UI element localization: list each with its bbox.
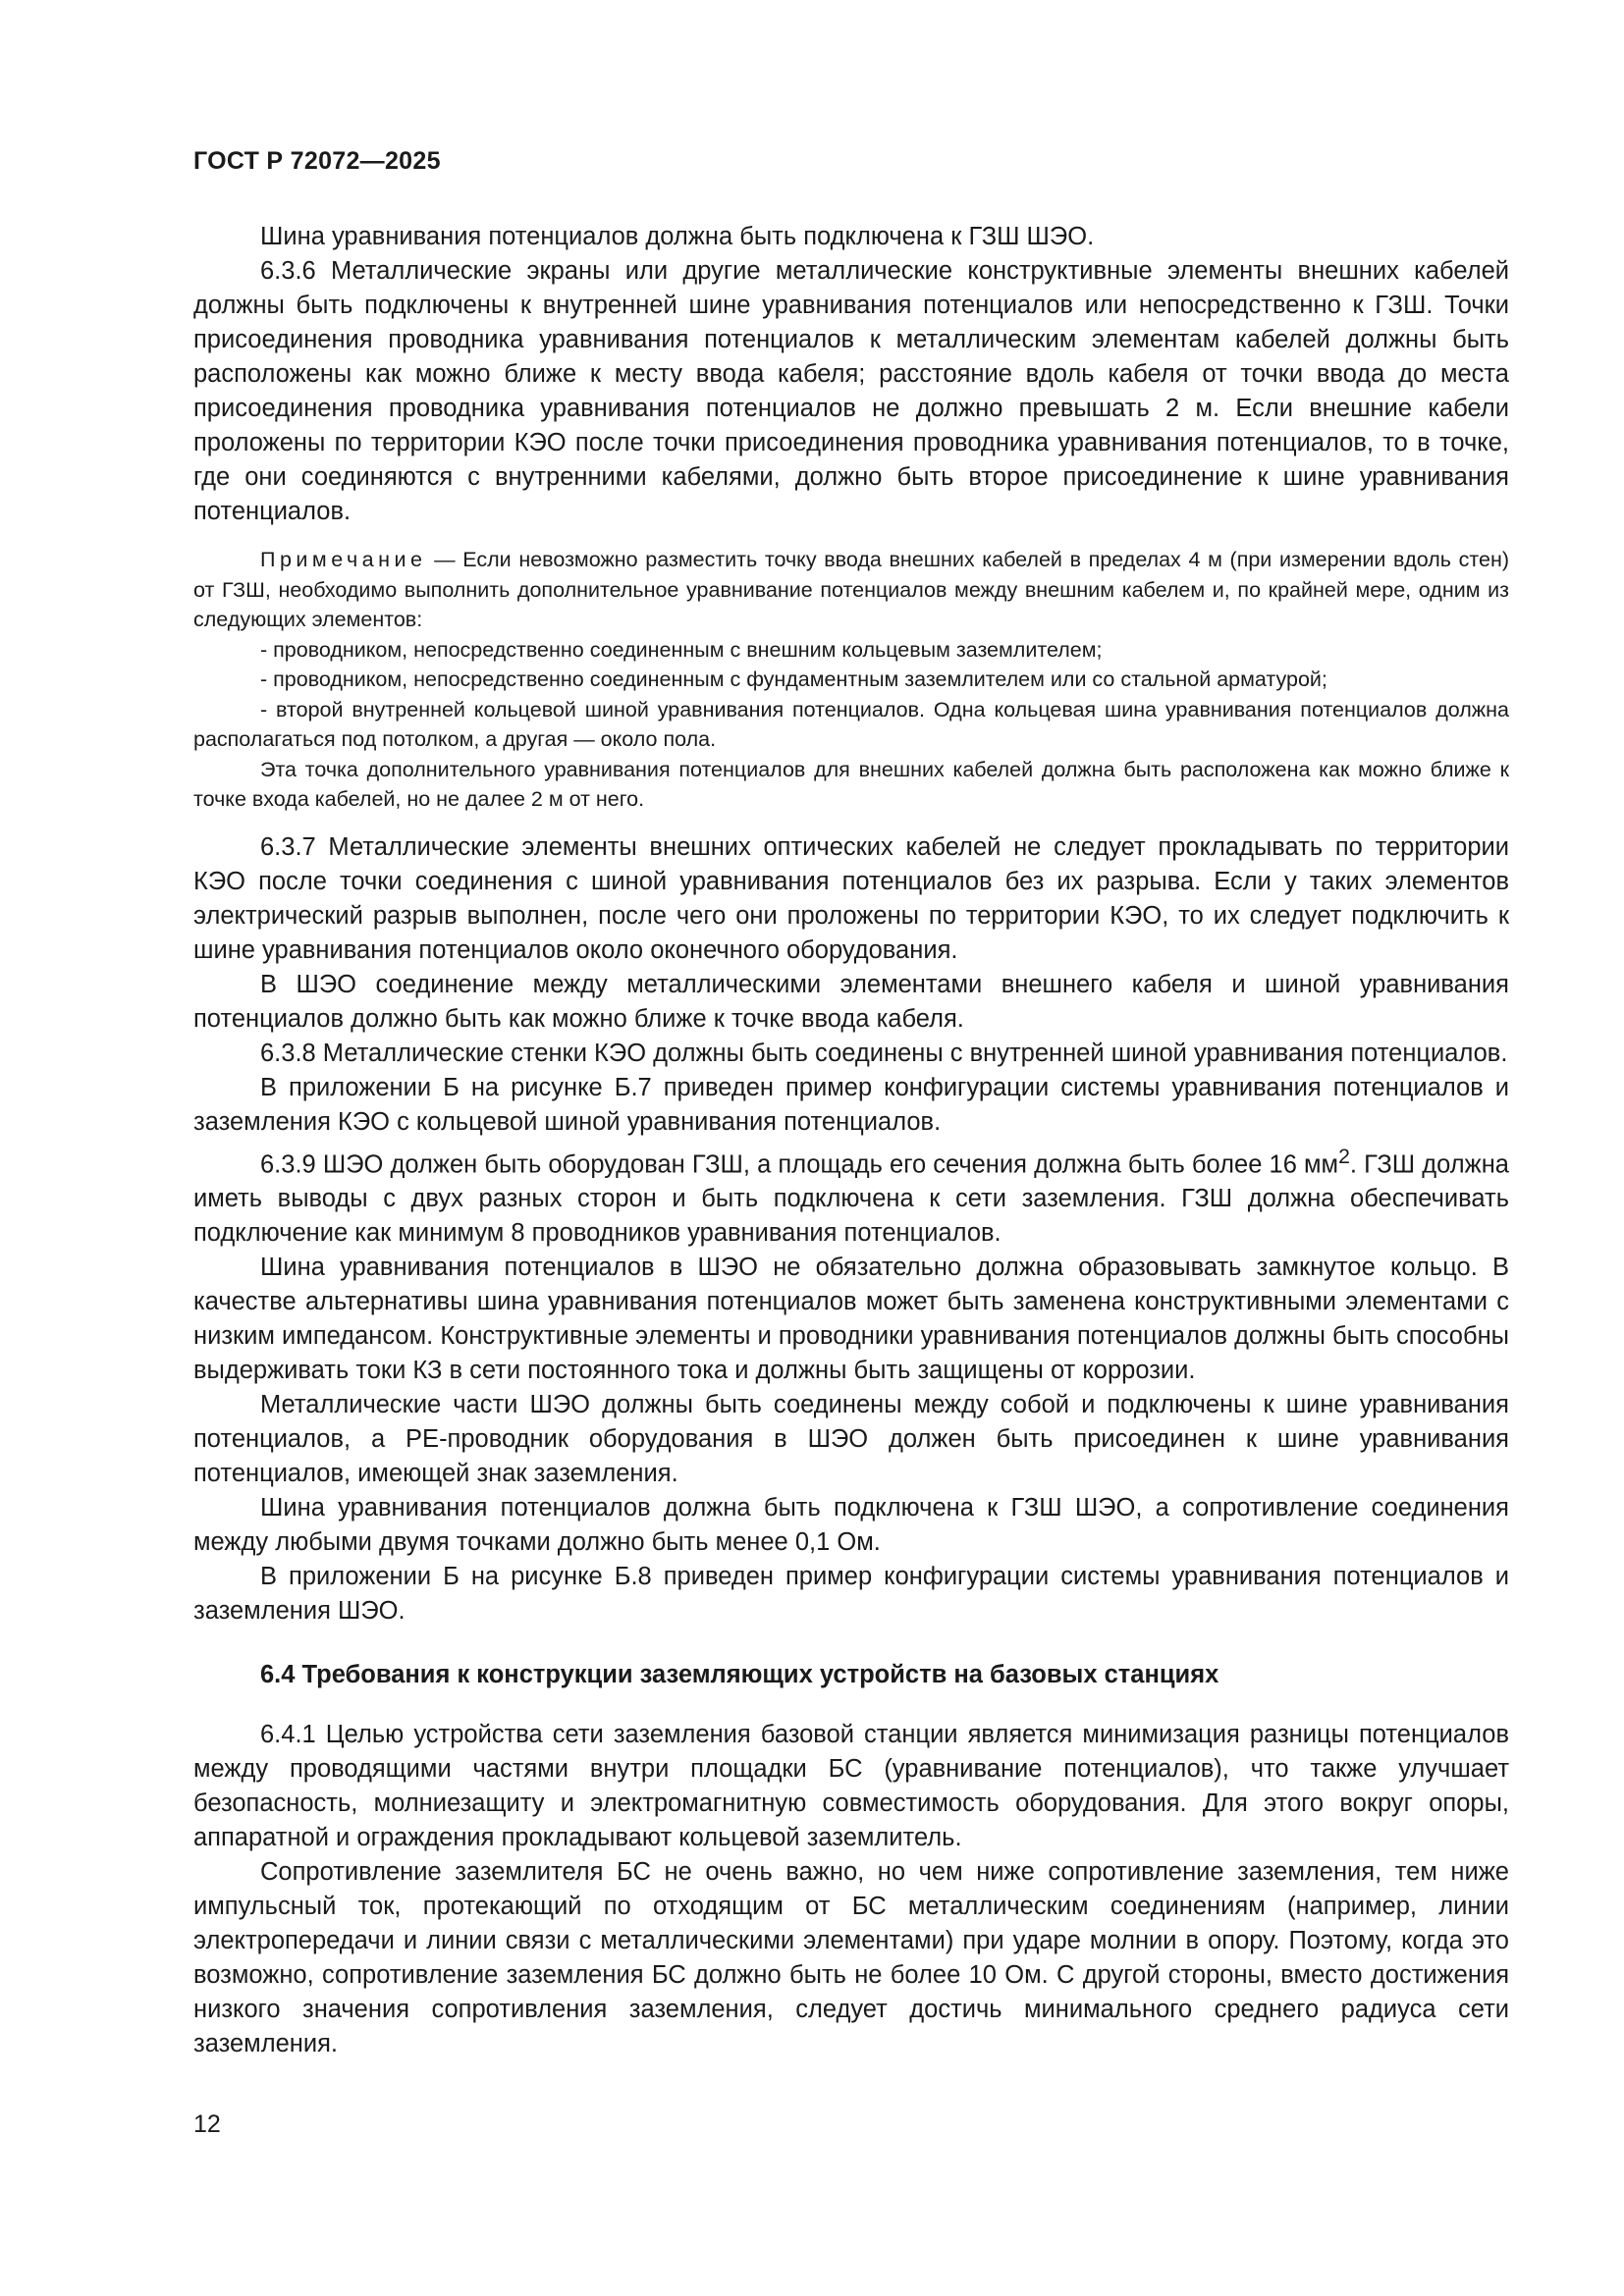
paragraph-6-3-9-start: 6.3.9 ШЭО должен быть оборудован ГЗШ, а площадь его сечения должна быть более 16 мм xyxy=(260,1150,1339,1178)
paragraph-6-3-9 xyxy=(193,1140,1509,1252)
paragraph: Сопротивление заземлителя БС не очень важно, но чем ниже сопротивление заземления, тем ниже импульсный ток, протекающий по отходящим от БС металлическим соединениям (например, линии электропередачи и линии связи с металлическими элементами) при ударе молнии в опору. Поэтому, когда это возможно, сопротивление заземления БС должно быть не более 10 Ом. С другой стороны, вместо достижения низкого значения сопротивления заземления, следует достичь минимального среднего радиуса сети заземления. xyxy=(193,1858,1509,2057)
superscript-2: 2 xyxy=(1338,1144,1350,1168)
document-body xyxy=(193,220,1509,2061)
note-list-item: - проводником, непосредственно соединенным с внешним кольцевым заземлителем; xyxy=(260,637,1103,662)
paragraph: Шина уравнивания потенциалов в ШЭО не обязательно должна образовывать замкнутое кольцо. В качестве альтернативы шина уравнивания потенциалов может быть заменена конструктивными элементами с низким импедансом. Конструктивные элементы и проводники уравнивания потенциалов должны быть способны выдерживать токи КЗ в сети постоянного тока и должны быть защищены от коррозии. xyxy=(193,1254,1509,1384)
paragraph: В ШЭО соединение между металлическими элементами внешнего кабеля и шиной уравнивания потенциалов должно быть как можно ближе к точке ввода кабеля. xyxy=(193,970,1509,1033)
paragraph: Шина уравнивания потенциалов должна быть подключена к ГЗШ ШЭО, а сопротивление соединения между любыми двумя точками должно быть менее 0,1 Ом. xyxy=(193,1494,1509,1556)
paragraph-6-3-7: 6.3.7 Металлические элементы внешних оптических кабелей не следует прокладывать по территории КЭО после точки соединения с шиной уравнивания потенциалов без их разрыва. Если у таких элементов электрический разрыв выполнен, после чего они проложены по территории КЭО, то их следует подключить к шине уравнивания потенциалов около оконечного оборудования. xyxy=(193,832,1509,964)
note-label: Примечание xyxy=(260,548,427,571)
note-list-item: - второй внутренней кольцевой шиной уравнивания потенциалов. Одна кольцевая шина уравнивания потенциалов должна располагаться под потолком, а другая — около пола. xyxy=(193,697,1509,751)
paragraph: В приложении Б на рисунке Б.7 приведен пример конфигурации системы уравнивания потенциалов и заземления КЭО с кольцевой шиной уравнивания потенциалов. xyxy=(193,1073,1509,1136)
paragraph: В приложении Б на рисунке Б.8 приведен пример конфигурации системы уравнивания потенциалов и заземления ШЭО. xyxy=(193,1563,1509,1625)
note-intro-text: — Если невозможно разместить точку ввода внешних кабелей в пределах 4 м (при измерении вдоль стен) от ГЗШ, необходимо выполнить дополнительное уравнивание потенциалов между внешним кабелем и, по крайней мере, одним из следующих элементов: xyxy=(193,548,1509,631)
paragraph-6-4-1: 6.4.1 Целью устройства сети заземления базовой станции является минимизация разницы потенциалов между проводящими частями внутри площадки БС (уравнивание потенциалов), что также улучшает безопасность, молниезащиту и электромагнитную совместимость оборудования. Для этого вокруг опоры, аппаратной и ограждения прокладывают кольцевой заземлитель. xyxy=(193,1721,1509,1851)
note-list-item: - проводником, непосредственно соединенным с фундаментным заземлителем или со стальной арматурой; xyxy=(260,667,1327,691)
note-intro xyxy=(193,545,1509,635)
paragraph-6-3-9-end: . ГЗШ должна иметь выводы с двух разных сторон и быть подключена к сети заземления. ГЗШ должна обеспечивать подключение как минимум 8 проводников уравнивания потенциалов. xyxy=(193,1150,1509,1247)
document-header: ГОСТ Р 72072—2025 xyxy=(193,147,441,175)
paragraph: Шина уравнивания потенциалов должна быть подключена к ГЗШ ШЭО. xyxy=(260,223,1095,250)
section-title-6-4: 6.4 Требования к конструкции заземляющих устройств на базовых станциях xyxy=(260,1661,1219,1688)
note-closing: Эта точка дополнительного уравнивания потенциалов для внешних кабелей должна быть расположена как можно ближе к точке входа кабелей, но не далее 2 м от него. xyxy=(193,757,1509,811)
paragraph: Металлические части ШЭО должны быть соединены между собой и подключены к шине уравнивания потенциалов, а PE-проводник оборудования в ШЭО должен быть присоединен к шине уравнивания потенциалов, имеющей знак заземления. xyxy=(193,1391,1509,1487)
paragraph-6-3-8: 6.3.8 Металлические стенки КЭО должны быть соединены с внутренней шиной уравнивания потенциалов. xyxy=(260,1039,1508,1067)
paragraph-6-3-6: 6.3.6 Металлические экраны или другие металлические конструктивные элементы внешних кабелей должны быть подключены к внутренней шине уравнивания потенциалов или непосредственно к ГЗШ. Точки присоединения проводника уравнивания потенциалов к металлическим элементам кабелей должны быть расположены как можно ближе к месту ввода кабеля; расстояние вдоль кабеля от точки ввода до места присоединения проводника уравнивания потенциалов не должно превышать 2 м. Если внешние кабели проложены по территории КЭО после точки присоединения проводника уравнивания потенциалов, то в точке, где они соединяются с внутренними кабелями, должно быть второе присоединение к шине уравнивания потенциалов. xyxy=(193,257,1509,525)
note-block xyxy=(193,545,1509,815)
page-number: 12 xyxy=(193,2110,221,2138)
